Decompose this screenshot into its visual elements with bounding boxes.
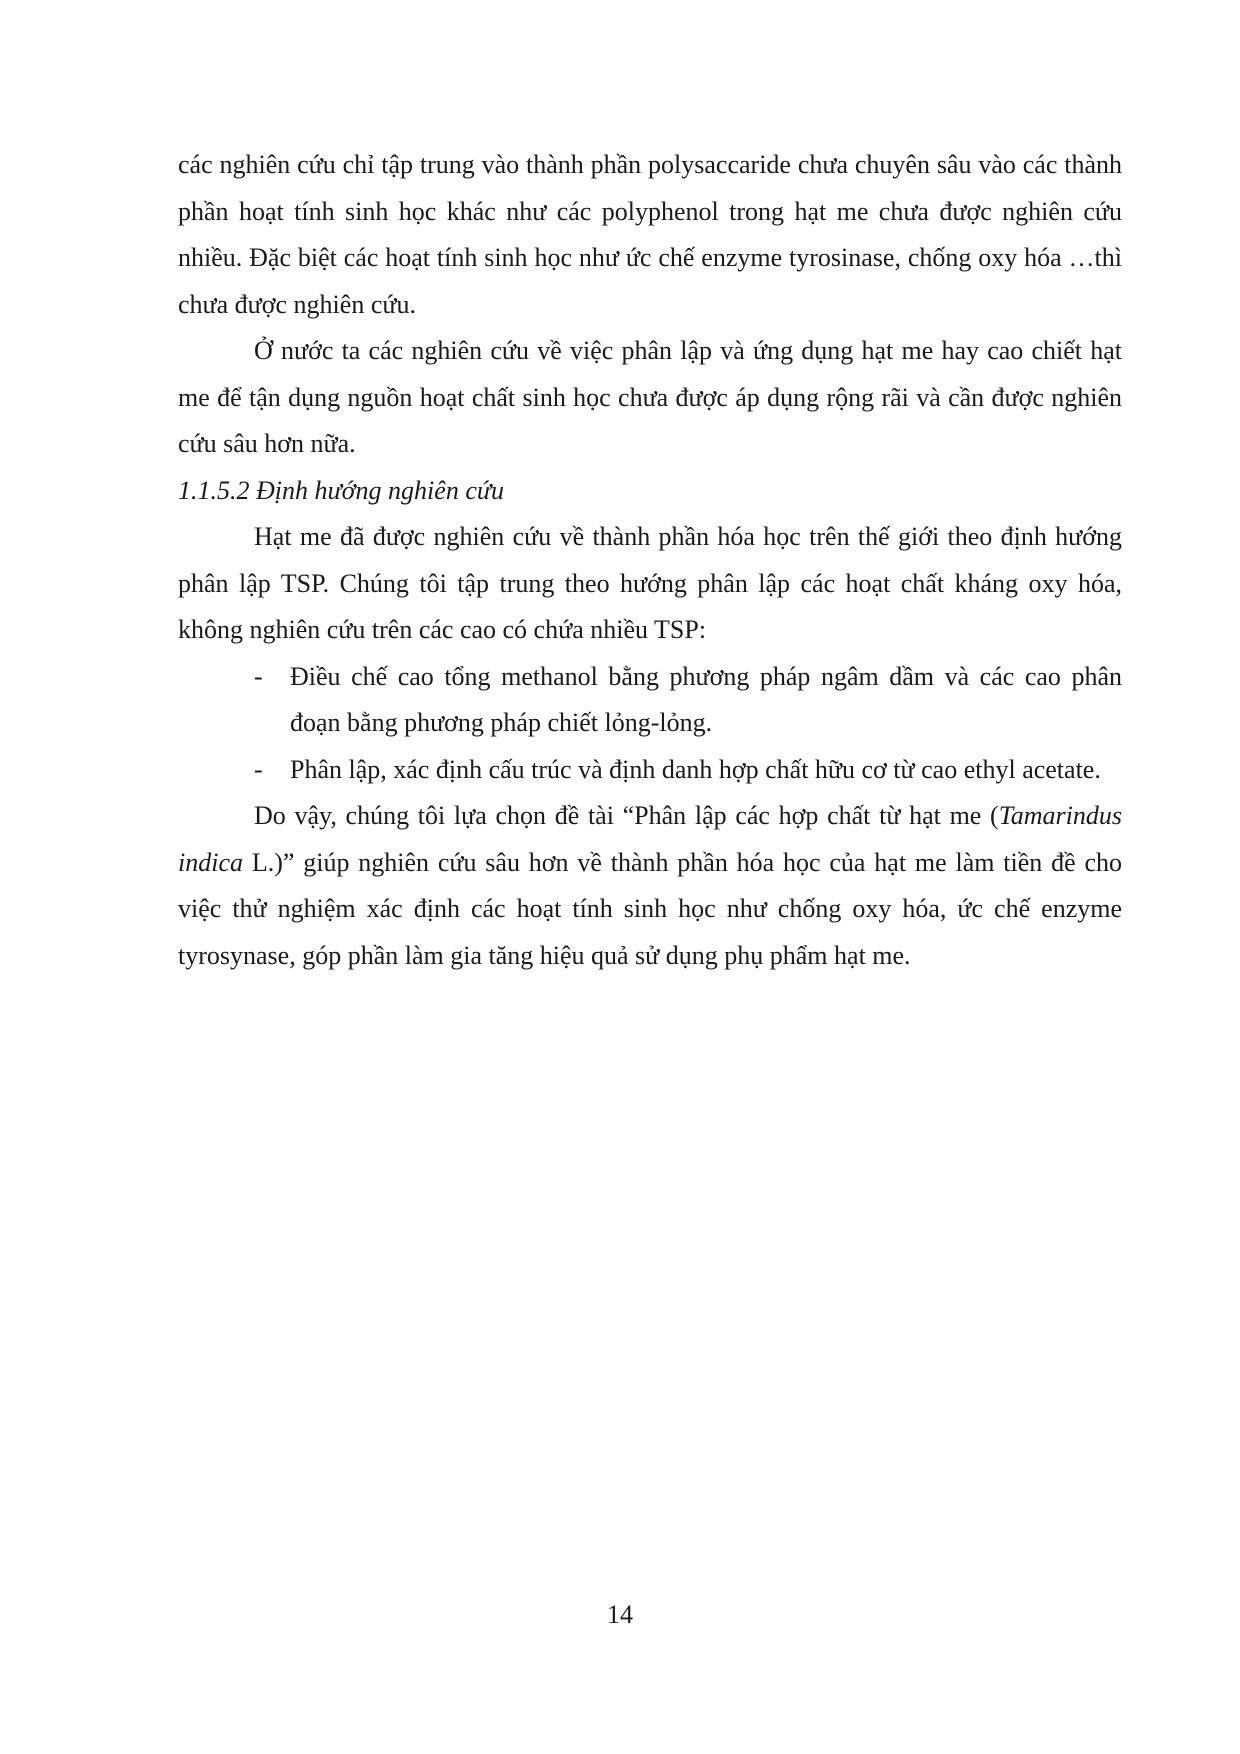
conclusion-text-start: Do vậy, chúng tôi lựa chọn đề tài “Phân lập các hợp chất từ hạt me (	[254, 801, 999, 830]
list-item	[178, 747, 1122, 794]
page-body	[178, 142, 1122, 979]
paragraph-research-direction: Hạt me đã được nghiên cứu về thành phần hóa học trên thế giới theo định hướng phân lập TSP. Chúng tôi tập trung theo hướng phân lập các hoạt chất kháng oxy hóa, không nghiên cứu trên các cao có chứa nhiều TSP:	[178, 522, 1122, 644]
bullet-text: Điều chế cao tổng methanol bằng phương pháp ngâm dầm và các cao phân đoạn bằng phương pháp chiết lỏng-lỏng.	[290, 661, 1122, 737]
paragraph-domestic-research: Ở nước ta các nghiên cứu về việc phân lập và ứng dụng hạt me hay cao chiết hạt me để tận dụng nguồn hoạt chất sinh học chưa được áp dụng rộng rãi và cần được nghiên cứu sâu hơn nữa.	[178, 336, 1122, 458]
list-item	[178, 654, 1122, 747]
bullet-text: Phân lập, xác định cấu trúc và định danh hợp chất hữu cơ từ cao ethyl acetate.	[290, 754, 1101, 784]
bullet-marker: -	[254, 661, 263, 691]
bullet-list	[178, 654, 1122, 794]
page-number: 14	[607, 1600, 633, 1629]
bullet-marker: -	[254, 754, 263, 784]
paragraph-conclusion	[178, 793, 1122, 979]
section-heading: 1.1.5.2 Định hướng nghiên cứu	[178, 475, 505, 505]
conclusion-text-end: L.)” giúp nghiên cứu sâu hơn về thành phần hóa học của hạt me làm tiền đề cho việc thử nghiệm xác định các hoạt tính sinh học như chống oxy hóa, ức chế enzyme tyrosynase, góp phần làm gia tăng hiệu quả sử dụng phụ phẩm hạt me.	[178, 847, 1122, 970]
paragraph-polysaccharide: các nghiên cứu chỉ tập trung vào thành phần polysaccaride chưa chuyên sâu vào các thành phần hoạt tính sinh học khác như các polyphenol trong hạt me chưa được nghiên cứu nhiều. Đặc biệt các hoạt tính sinh học như ức chế enzyme tyrosinase, chống oxy hóa …thì chưa được nghiên cứu.	[178, 150, 1122, 319]
species-name: Tamarindus indica	[178, 801, 1122, 877]
